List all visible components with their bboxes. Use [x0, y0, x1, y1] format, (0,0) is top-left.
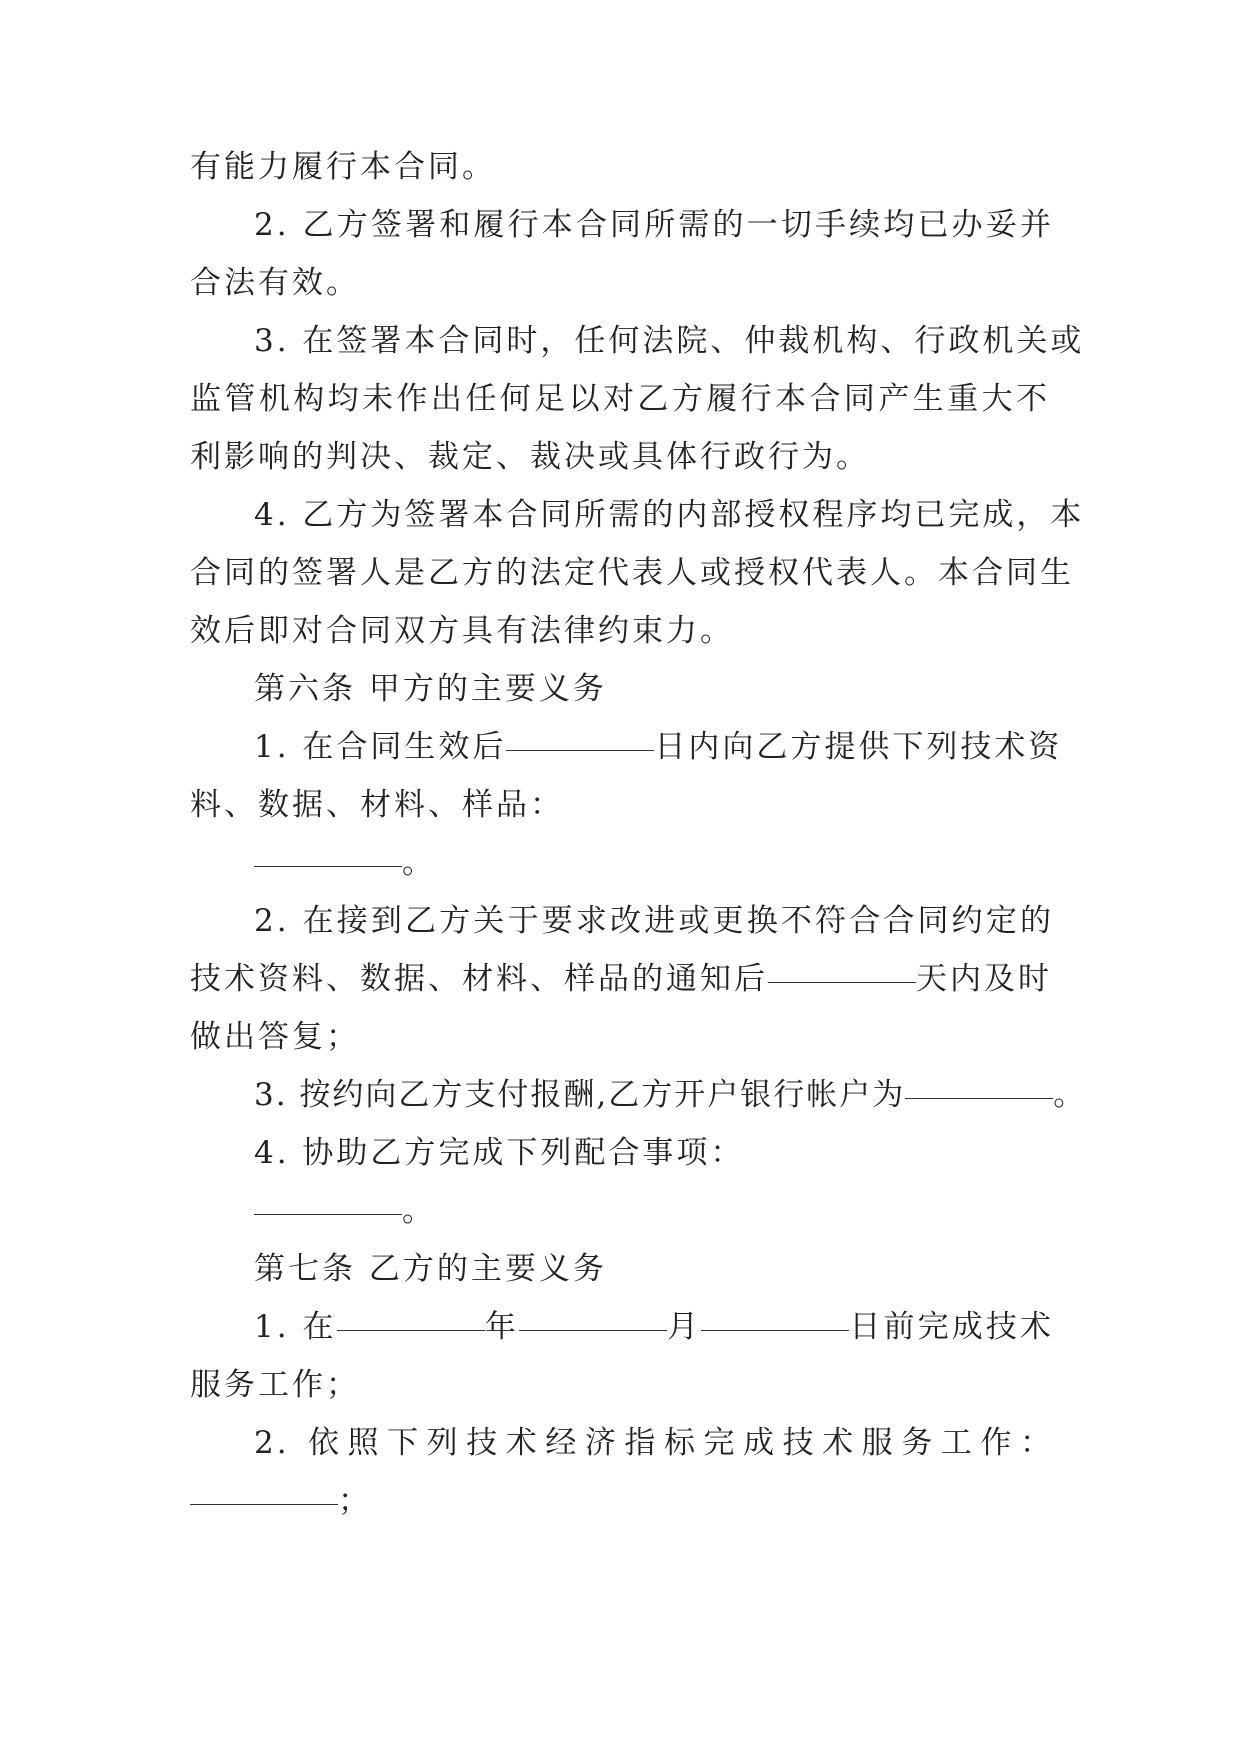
line-text: 利影响的判决、裁定、裁决或具体行政行为。	[190, 439, 870, 475]
fill-in-blank	[254, 866, 402, 867]
text-line	[254, 196, 1054, 254]
line-text: 。	[402, 845, 436, 881]
text-line	[190, 254, 1050, 312]
text-line	[190, 776, 1050, 834]
line-text: 料、数据、材料、样品：	[190, 787, 564, 823]
fill-in-blank	[905, 1098, 1053, 1099]
line-text: 第七条 乙方的主要义务	[254, 1251, 607, 1287]
line-text: 合法有效。	[190, 265, 360, 301]
fill-in-blank	[337, 1330, 485, 1331]
fill-in-blank	[254, 1214, 402, 1215]
text-line	[190, 1356, 1050, 1414]
fill-in-blank	[506, 750, 654, 751]
line-text: 3. 按约向乙方支付报酬,乙方开户银行帐户为	[254, 1077, 906, 1113]
line-text: 技术资料、数据、材料、样品的通知后	[190, 961, 768, 997]
text-line	[254, 1124, 1054, 1182]
text-line	[254, 1298, 1054, 1356]
line-text: 日前完成技术	[849, 1309, 1055, 1345]
text-line	[254, 1414, 1054, 1472]
fill-in-blank	[701, 1330, 849, 1331]
line-text: 监管机构均未作出任何足以对乙方履行本合同产生重大不	[190, 381, 1050, 417]
line-text: 4. 协助乙方完成下列配合事项：	[254, 1135, 745, 1171]
line-text: 2. 依照下列技术经济指标完成技术服务工作：	[254, 1425, 1054, 1461]
line-text: 2. 在接到乙方关于要求改进或更换不符合合同约定的	[254, 903, 1054, 939]
line-text: 服务工作；	[190, 1367, 360, 1403]
section-heading	[254, 660, 1054, 718]
line-text: 日内向乙方提供下列技术资	[654, 729, 1063, 765]
fill-in-blank	[190, 1504, 338, 1505]
line-text: 效后即对合同双方具有法律约束力。	[190, 613, 734, 649]
text-line	[254, 892, 1054, 950]
line-text: 有能力履行本合同。	[190, 149, 496, 185]
section-heading	[254, 1240, 1054, 1298]
text-line	[254, 486, 1085, 544]
fill-in-blank	[768, 982, 916, 983]
text-line	[190, 370, 1050, 428]
text-line	[254, 718, 1063, 776]
line-text: 年	[484, 1309, 519, 1345]
line-text: 。	[1053, 1077, 1087, 1113]
line-text: 1. 在	[254, 1309, 337, 1345]
text-line	[190, 544, 1074, 602]
line-text: ；	[338, 1483, 372, 1519]
line-text: 3. 在签署本合同时，任何法院、仲裁机构、行政机关或	[254, 323, 1085, 359]
line-text: 月	[666, 1309, 702, 1345]
text-line	[254, 834, 1054, 892]
text-line	[190, 950, 1050, 1008]
text-line	[190, 428, 1050, 486]
text-line	[254, 312, 1085, 370]
line-text: 1. 在合同生效后	[254, 729, 507, 765]
text-line	[254, 1066, 1087, 1124]
line-text: 2. 乙方签署和履行本合同所需的一切手续均已办妥并	[254, 207, 1054, 243]
text-line	[190, 1472, 1050, 1530]
line-text: 做出答复；	[190, 1019, 360, 1055]
fill-in-blank	[519, 1330, 667, 1331]
line-text: 合同的签署人是乙方的法定代表人或授权代表人。本合同生	[190, 555, 1074, 591]
line-text: 4. 乙方为签署本合同所需的内部授权程序均已完成，本	[254, 497, 1085, 533]
text-line	[254, 1182, 1054, 1240]
line-text: 。	[402, 1193, 436, 1229]
text-line	[190, 602, 1050, 660]
line-text: 第六条 甲方的主要义务	[254, 671, 607, 707]
text-line	[190, 138, 1050, 196]
text-line	[190, 1008, 1050, 1066]
line-text: 天内及时	[916, 961, 1052, 997]
